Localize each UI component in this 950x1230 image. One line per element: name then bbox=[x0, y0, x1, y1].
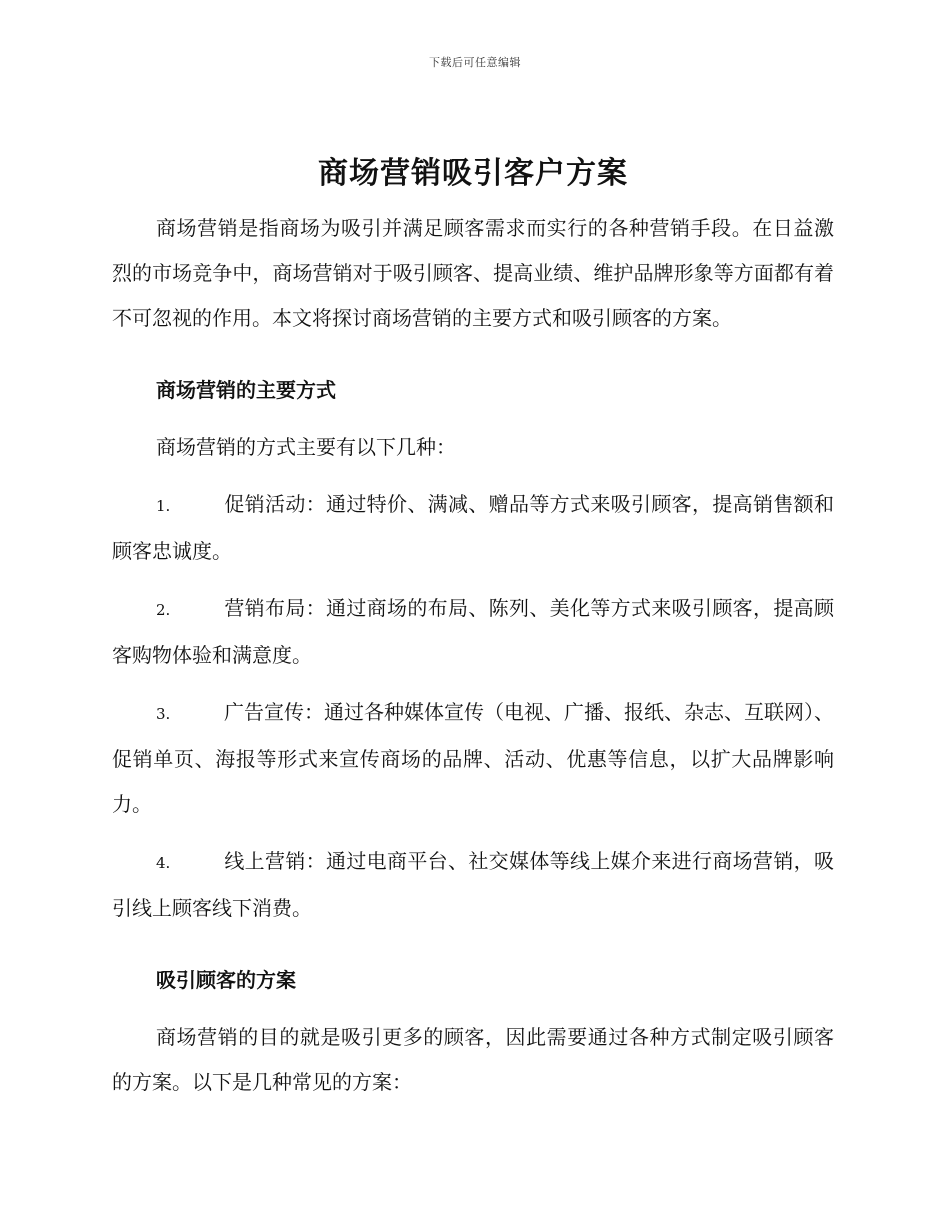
list-item-number: 4. bbox=[156, 854, 171, 872]
list-item bbox=[112, 482, 834, 574]
intro-paragraph: 商场营销是指商场为吸引并满足顾客需求而实行的各种营销手段。在日益激烈的市场竞争中，商场营销对于吸引顾客、提高业绩、维护品牌形象等方面都有着不可忽视的作用。本文将探讨商场营销的主要方式和吸引顾客的方案。 bbox=[112, 216, 834, 330]
list-item-number: 3. bbox=[156, 705, 171, 723]
document-title: 商场营销吸引客户方案 bbox=[318, 156, 628, 191]
document-body bbox=[112, 148, 834, 1105]
list-item bbox=[112, 586, 834, 678]
list-item-number: 2. bbox=[156, 601, 171, 619]
list-item-text: 广告宣传：通过各种媒体宣传（电视、广播、报纸、杂志、互联网）、促销单页、海报等形式来宣传商场的品牌、活动、优惠等信息，以扩大品牌影响力。 bbox=[112, 700, 834, 816]
section-lead: 商场营销的方式主要有以下几种： bbox=[156, 435, 456, 459]
list-item bbox=[112, 839, 834, 931]
list-item-text: 线上营销：通过电商平台、社交媒体等线上媒介来进行商场营销，吸引线上顾客线下消费。 bbox=[112, 849, 834, 920]
list-item-number: 1. bbox=[156, 497, 171, 515]
section-heading-customer-plans: 吸引顾客的方案 bbox=[156, 968, 296, 992]
section-heading-main-methods: 商场营销的主要方式 bbox=[156, 378, 336, 402]
closing-paragraph: 商场营销的目的就是吸引更多的顾客，因此需要通过各种方式制定吸引顾客的方案。以下是几种常见的方案： bbox=[112, 1025, 834, 1094]
header-note: 下载后可任意编辑 bbox=[429, 56, 521, 69]
list-item-text: 营销布局：通过商场的布局、陈列、美化等方式来吸引顾客，提高顾客购物体验和满意度。 bbox=[112, 596, 834, 667]
list-item bbox=[112, 690, 834, 827]
list-item-text: 促销活动：通过特价、满减、赠品等方式来吸引顾客，提高销售额和顾客忠诚度。 bbox=[112, 492, 834, 563]
